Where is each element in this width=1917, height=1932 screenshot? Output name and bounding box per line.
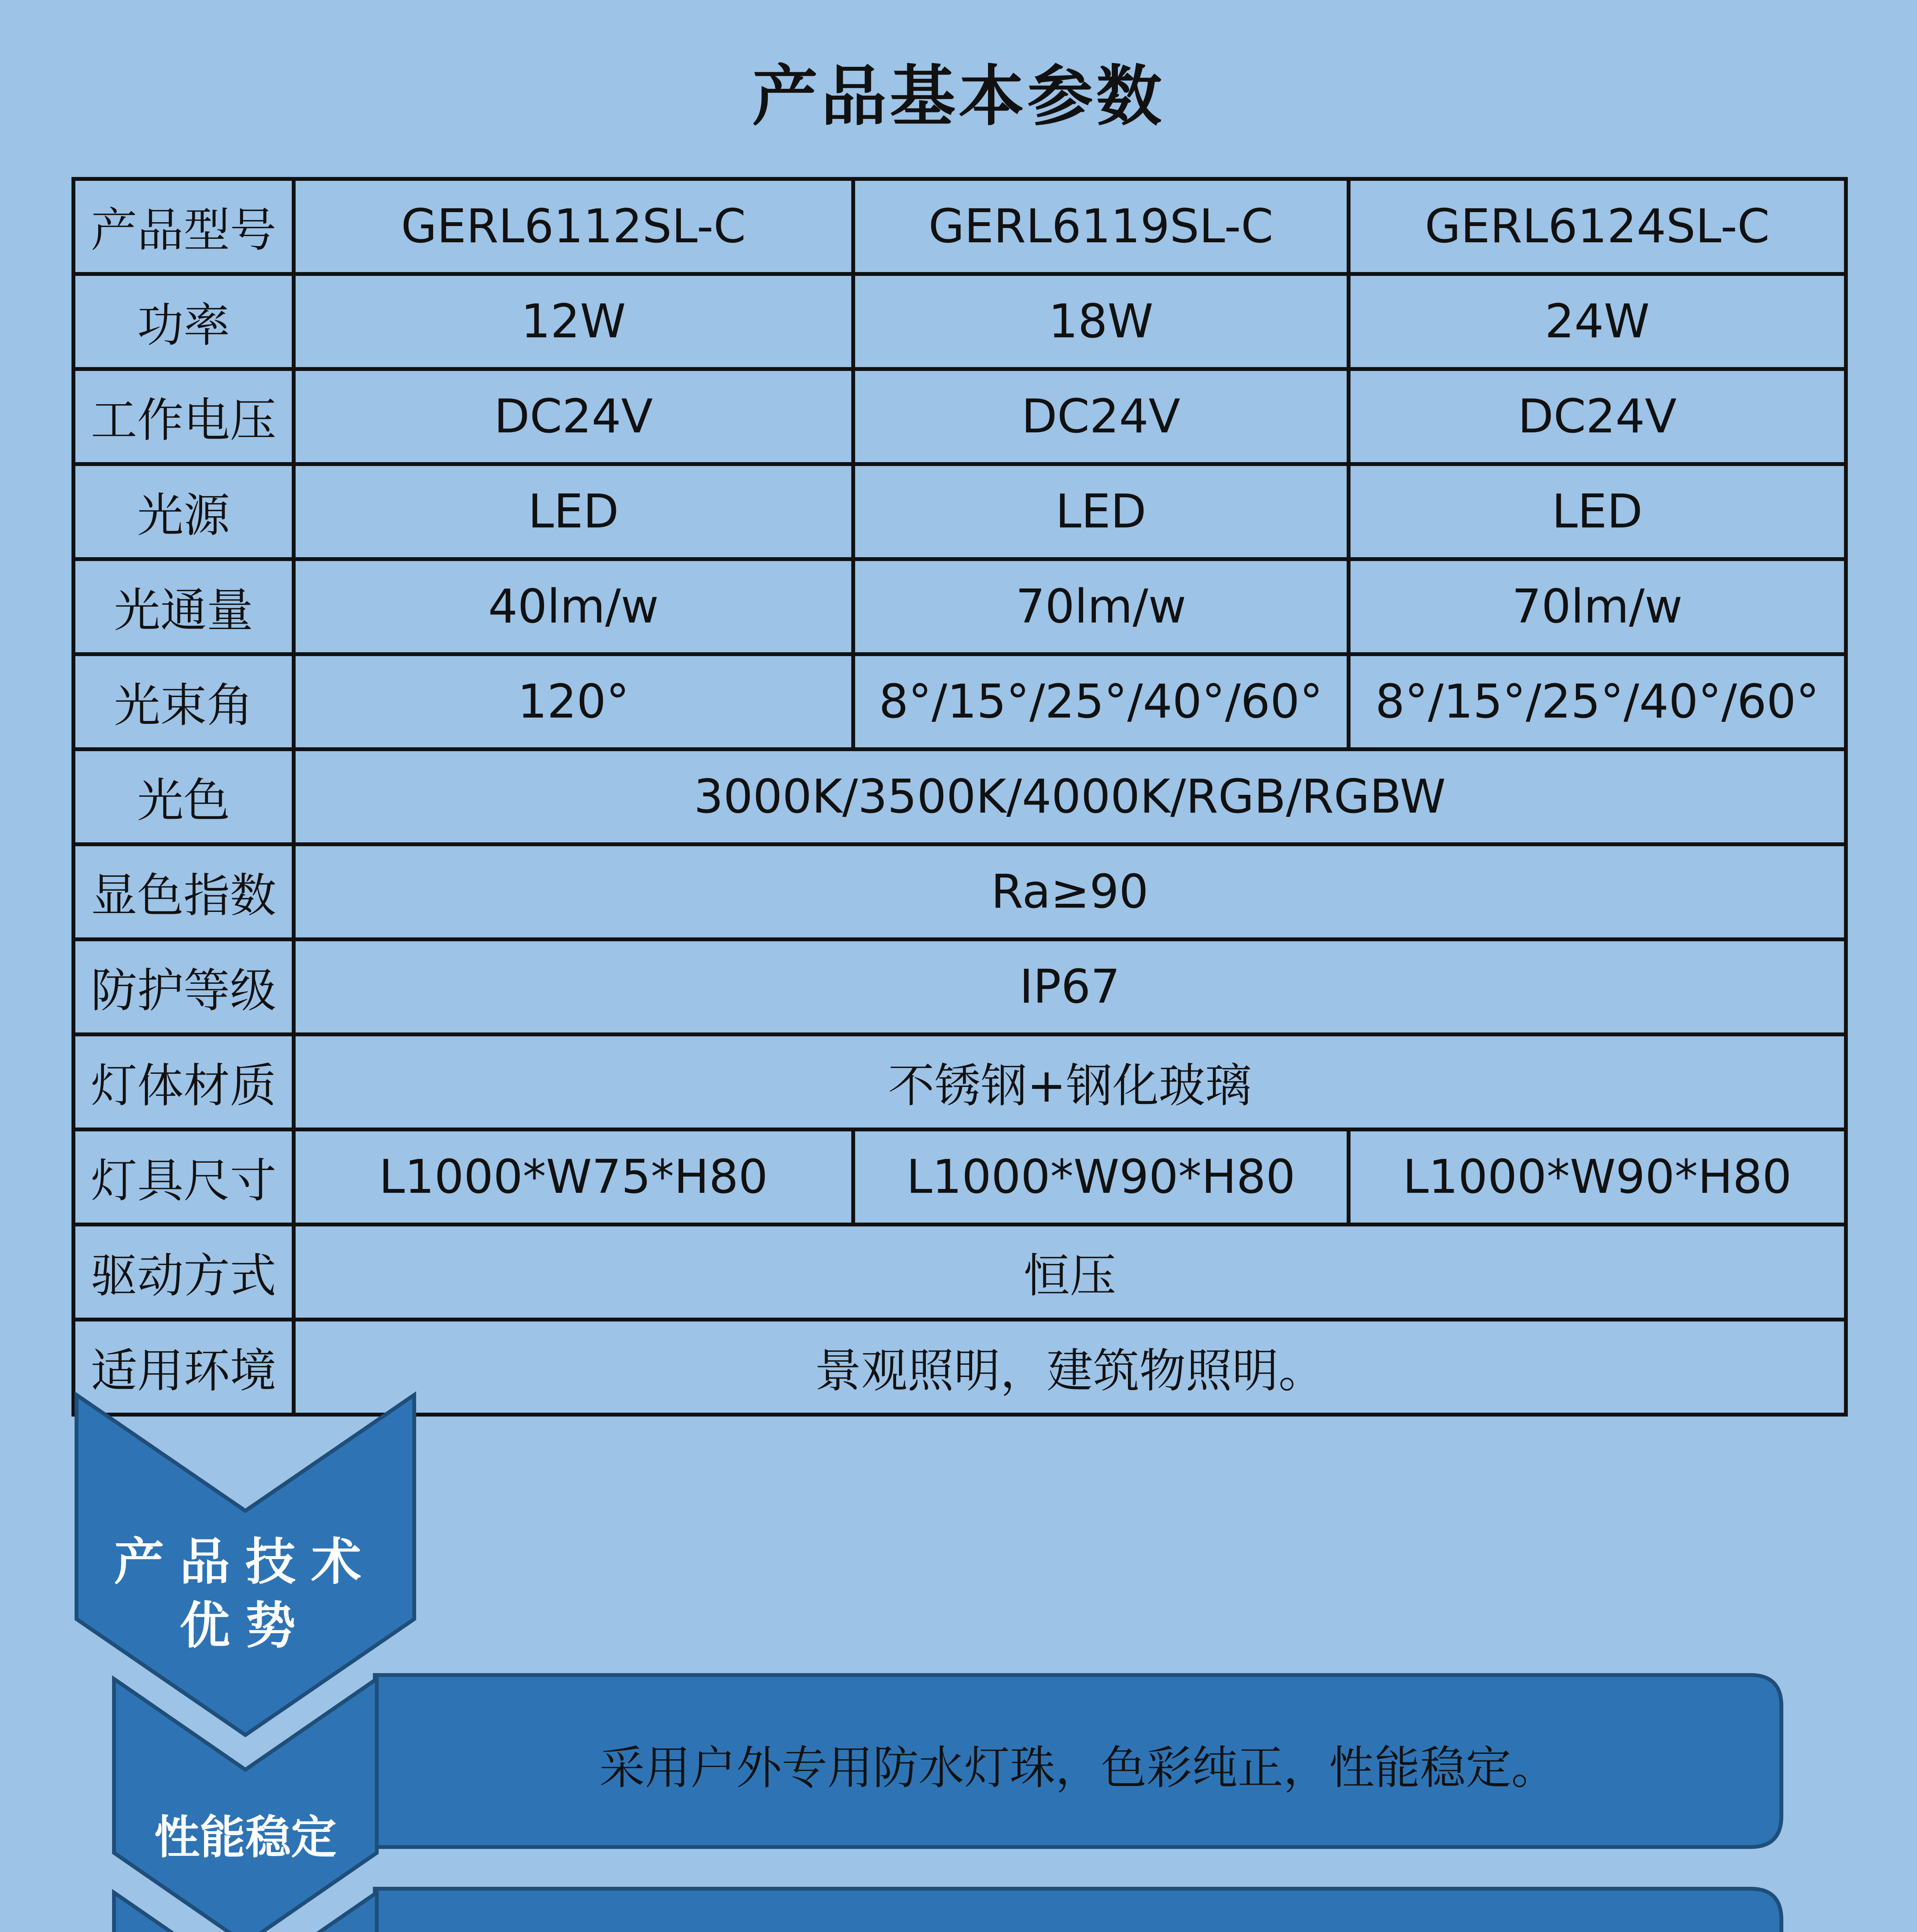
row-label: 驱动方式 [73,1225,294,1320]
table-cell: 120° [294,654,853,749]
row-label: 工作电压 [73,369,294,464]
model-cell: GERL6124SL-C [1349,179,1846,274]
row-label: 光色 [73,749,294,844]
model-cell: GERL6112SL-C [294,179,853,274]
advantage-label-1: 性能稳定 [154,1811,337,1864]
table-cell: 恒压 [294,1225,1846,1320]
table-cell: L1000*W90*H80 [853,1129,1349,1225]
row-label: 光源 [73,464,294,559]
table-cell: LED [294,464,853,559]
table-cell: 8°/15°/25°/40°/60° [1349,654,1846,749]
table-cell: 18W [853,274,1349,369]
row-label: 光束角 [73,654,294,749]
table-cell: DC24V [294,369,853,464]
table-cell: DC24V [853,369,1349,464]
table-cell: 40lm/w [294,559,853,654]
table-cell: 3000K/3500K/4000K/RGB/RGBW [294,749,1846,844]
row-label: 灯体材质 [73,1034,294,1129]
row-label: 产品型号 [73,179,294,274]
advantages-title-line1: 产品技术 [114,1532,377,1591]
advantages-title [75,1530,415,1658]
row-label: 光通量 [73,559,294,654]
table-cell: LED [1349,464,1846,559]
table-cell: DC24V [1349,369,1846,464]
table-cell: 12W [294,274,853,369]
table-cell: L1000*W75*H80 [294,1129,853,1225]
table-cell: IP67 [294,939,1846,1034]
advantage-bar-2 [375,1889,1781,1932]
page-title: 产品基本参数 [752,58,1165,135]
table-cell: L1000*W90*H80 [1349,1129,1846,1225]
row-label: 防护等级 [73,939,294,1034]
row-label: 显色指数 [73,844,294,939]
table-cell: 70lm/w [853,559,1349,654]
model-cell: GERL6119SL-C [853,179,1349,274]
table-cell: Ra≥90 [294,844,1846,939]
table-cell: 8°/15°/25°/40°/60° [853,654,1349,749]
table-cell: 景观照明，建筑物照明。 [294,1320,1846,1415]
table-cell: 70lm/w [1349,559,1846,654]
row-label: 灯具尺寸 [73,1129,294,1225]
row-label: 功率 [73,274,294,369]
table-cell: 24W [1349,274,1846,369]
advantage-text-1: 采用户外专用防水灯珠，色彩纯正，性能稳定。 [599,1741,1557,1794]
table-cell: 不锈钢+钢化玻璃 [294,1034,1846,1129]
table-cell: LED [853,464,1349,559]
row-label: 适用环境 [73,1320,294,1415]
advantages-title-line2: 优势 [179,1596,311,1655]
